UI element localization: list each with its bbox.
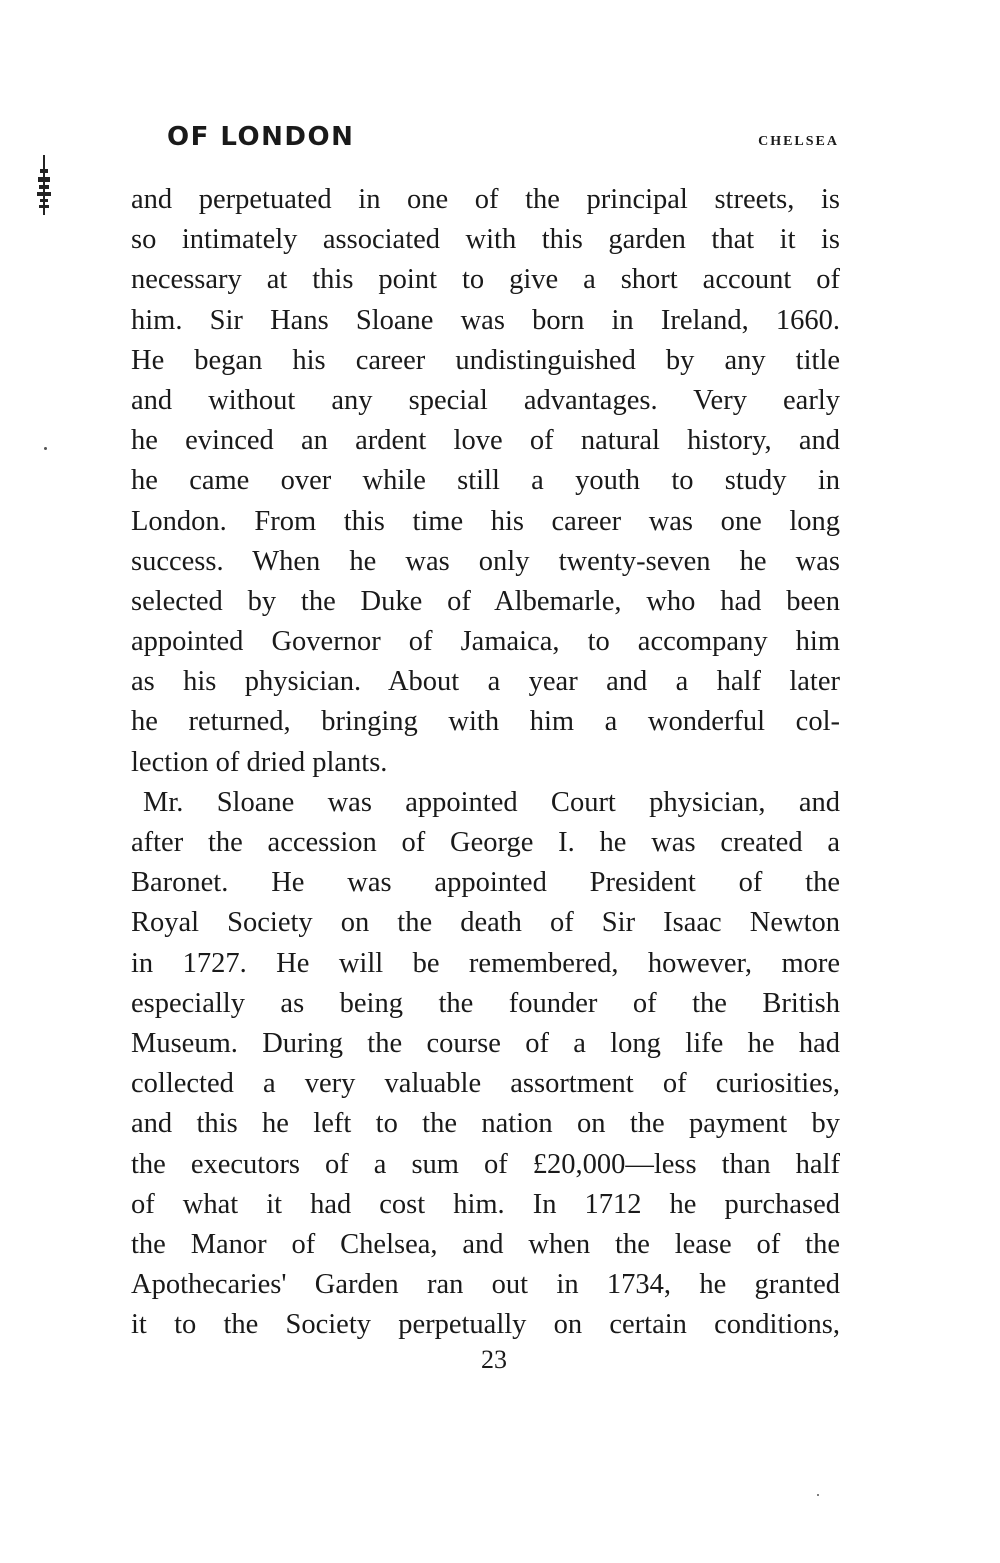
text-line: appointed Governor of Jamaica, to accompany him <box>131 626 840 658</box>
text-line: as his physician. About a year and a half later <box>131 666 840 698</box>
text-line: in 1727. He will be remembered, however, more <box>131 947 840 979</box>
text-line: it to the Society perpetually on certain conditions, <box>131 1309 840 1341</box>
text-line: the executors of a sum of £20,000—less than half <box>131 1148 840 1180</box>
text-line: necessary at this point to give a short account of <box>131 264 840 296</box>
text-line: he returned, bringing with him a wonderful col- <box>131 706 840 738</box>
body-text <box>131 180 840 1345</box>
text-line: collected a very valuable assortment of curiosities, <box>131 1068 840 1100</box>
text-line: Mr. Sloane was appointed Court physician, and <box>143 786 840 818</box>
margin-speck <box>44 447 47 450</box>
text-line: the Manor of Chelsea, and when the lease of the <box>131 1228 840 1260</box>
text-line: and without any special advantages. Very early <box>131 384 840 416</box>
margin-ornament-icon <box>33 155 55 215</box>
text-line: success. When he was only twenty-seven he was <box>131 545 840 577</box>
text-line: especially as being the founder of the British <box>131 987 840 1019</box>
text-line: and perpetuated in one of the principal streets, is <box>131 184 840 215</box>
text-line: Royal Society on the death of Sir Isaac Newton <box>131 907 840 939</box>
text-line: him. Sir Hans Sloane was born in Ireland, 1660. <box>131 304 840 336</box>
text-line: selected by the Duke of Albemarle, who had been <box>131 585 840 617</box>
paragraph-2 <box>131 783 840 1346</box>
text-line: lection of dried plants. <box>131 746 388 778</box>
text-line: London. From this time his career was one long <box>131 505 840 537</box>
page-number <box>0 1345 1000 1375</box>
running-head-section: CHELSEA <box>758 134 839 149</box>
text-line: and this he left to the nation on the payment by <box>131 1108 840 1140</box>
paragraph-1 <box>131 180 840 783</box>
text-line: of what it had cost him. In 1712 he purchased <box>131 1188 840 1220</box>
text-line: so intimately associated with this garden that it is <box>131 224 840 256</box>
text-line: Apothecaries' Garden ran out in 1734, he granted <box>131 1269 840 1301</box>
page-number-text: 23 <box>481 1345 507 1374</box>
text-line: He began his career undistinguished by any title <box>131 344 840 376</box>
text-line: Baronet. He was appointed President of the <box>131 867 840 899</box>
running-head <box>167 118 839 158</box>
text-line: after the accession of George I. he was created a <box>131 827 840 858</box>
text-line: he came over while still a youth to study in <box>131 465 840 497</box>
margin-speck <box>817 1494 819 1496</box>
text-line: he evinced an ardent love of natural history, and <box>131 425 840 457</box>
running-head-title: OF LONDON <box>167 122 355 152</box>
text-line: Museum. During the course of a long life he had <box>131 1027 840 1059</box>
